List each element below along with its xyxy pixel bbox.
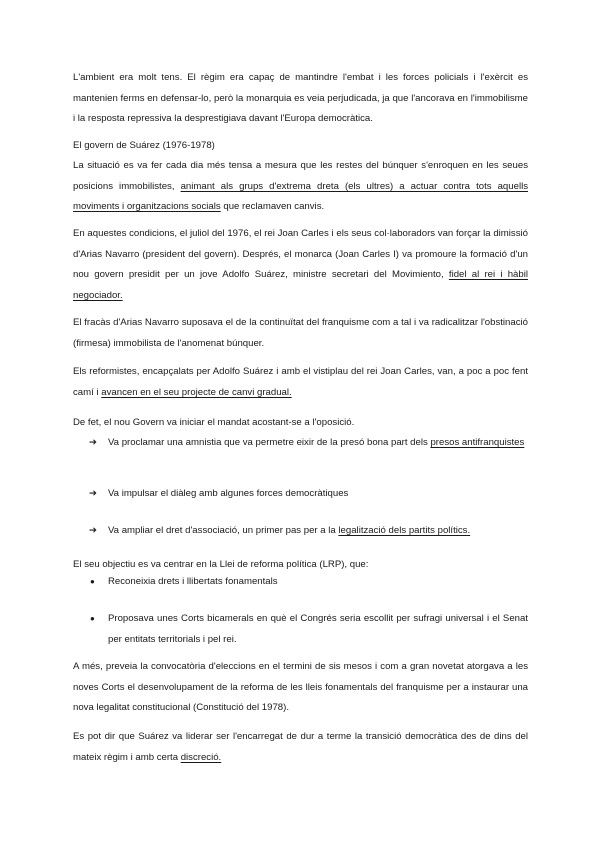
paragraph-fracas-text: El fracàs d'Arias Navarro suposava el de la continuïtat del franquisme com a tal i va radicalitzar l'obstinació (firmesa) immobilista de l'anomenat búnquer. bbox=[73, 317, 528, 349]
bullet-item-text: Reconeixia drets i llibertats fonamentals bbox=[108, 576, 278, 587]
section-heading-text: El govern de Suárez (1976-1978) bbox=[73, 140, 215, 151]
paragraph-objectiu-text: El seu objectiu es va centrar en la Llei de reforma política (LRP), que: bbox=[73, 559, 369, 570]
bullet-item-text: Proposava unes Corts bicamerals en què el Congrés seria escollit per sufragi universal i el Senat per entitats territorials i pel rei. bbox=[108, 613, 528, 645]
arrow-list-item bbox=[89, 521, 528, 542]
paragraph-govern-text: De fet, el nou Govern va iniciar el mandat acostant-se a l'oposició. bbox=[73, 417, 355, 428]
section-heading bbox=[73, 136, 528, 157]
bullet-list-item bbox=[89, 609, 528, 650]
underlined-phrase: avancen en el seu projecte de canvi gradual. bbox=[101, 386, 292, 398]
underlined-phrase: presos antifranquistes bbox=[430, 437, 525, 448]
paragraph-ambient bbox=[73, 68, 528, 130]
paragraph-fracas bbox=[73, 313, 528, 354]
arrow-item-text: Va impulsar el diàleg amb algunes forces democràtiques bbox=[108, 488, 349, 499]
paragraph-situacio bbox=[73, 156, 528, 218]
underlined-phrase: fidel al rei i hàbil negociador. bbox=[73, 269, 528, 301]
paragraph-condicions bbox=[73, 224, 528, 306]
underlined-phrase: animant als grups d'extrema dreta (els ultres) a actuar contra tots aquells moviments i organitzacions socials bbox=[73, 180, 528, 212]
arrow-item-text: Va ampliar el dret d'associació, un primer pas per a la bbox=[108, 525, 339, 536]
paragraph-situacio-end: que reclamaven canvis. bbox=[220, 201, 325, 212]
arrow-item-text: Va proclamar una amnistia que va permetre eixir de la presó bona part dels bbox=[108, 437, 431, 448]
arrow-icon: ➔ bbox=[89, 525, 98, 536]
paragraph-reformistes-text: Els reformistes, encapçalats per Adolfo Suárez i amb el vistiplau del rei Joan Carles, van, a poc a poc fent camí i bbox=[73, 366, 528, 398]
paragraph-reformistes bbox=[73, 362, 528, 403]
arrow-list-item bbox=[89, 433, 528, 454]
paragraph-eleccions-text: A més, preveia la convocatòria d'eleccions en el termini de sis mesos i com a gran novetat atorgava a les noves Corts el desenvolupament de la reforma de les lleis fonamentals del franquisme per a instaurar una nova legalitat constitucional (Constitució del 1978). bbox=[73, 661, 528, 713]
paragraph-condicions-text: En aquestes condicions, el juliol del 1976, el rei Joan Carles i els seus col·laboradors van forçar la dimissió d'Arias Navarro (president del govern). Després, el monarca (Joan Carles I) va promoure la formació d'un nou govern presidit per un jove Adolfo Suárez, ministre secretari del Movimiento, bbox=[73, 228, 528, 280]
underlined-phrase: discreció. bbox=[180, 751, 222, 763]
underlined-phrase: legalització dels partits polítics. bbox=[338, 525, 471, 536]
arrow-icon: ➔ bbox=[89, 437, 98, 448]
paragraph-ambient-text: L'ambient era molt tens. El règim era capaç de mantindre l'embat i les forces policials i l'exèrcit es mantenien ferms en defensar-lo, però la monarquia es veia perjudicada, ja que l'ancorava en l'immobilisme i la resposta repressiva la desprestigiava davant l'Europa democràtica. bbox=[73, 72, 528, 124]
arrow-list-item bbox=[89, 484, 528, 505]
paragraph-eleccions bbox=[73, 657, 528, 719]
paragraph-govern bbox=[73, 413, 528, 434]
bullet-icon: ● bbox=[90, 577, 95, 586]
bullet-icon: ● bbox=[90, 614, 95, 623]
paragraph-suarez bbox=[73, 727, 528, 768]
bullet-list-item bbox=[89, 572, 528, 593]
paragraph-suarez-text: Es pot dir que Suárez va liderar ser l'encarregat de dur a terme la transició democràtica des de dins del mateix règim i amb certa bbox=[73, 731, 528, 763]
arrow-icon: ➔ bbox=[89, 488, 98, 499]
paragraph-situacio-text: La situació es va fer cada dia més tensa a mesura que les restes del búnquer s'enroquen en les seues posicions immobilistes, bbox=[73, 160, 528, 192]
